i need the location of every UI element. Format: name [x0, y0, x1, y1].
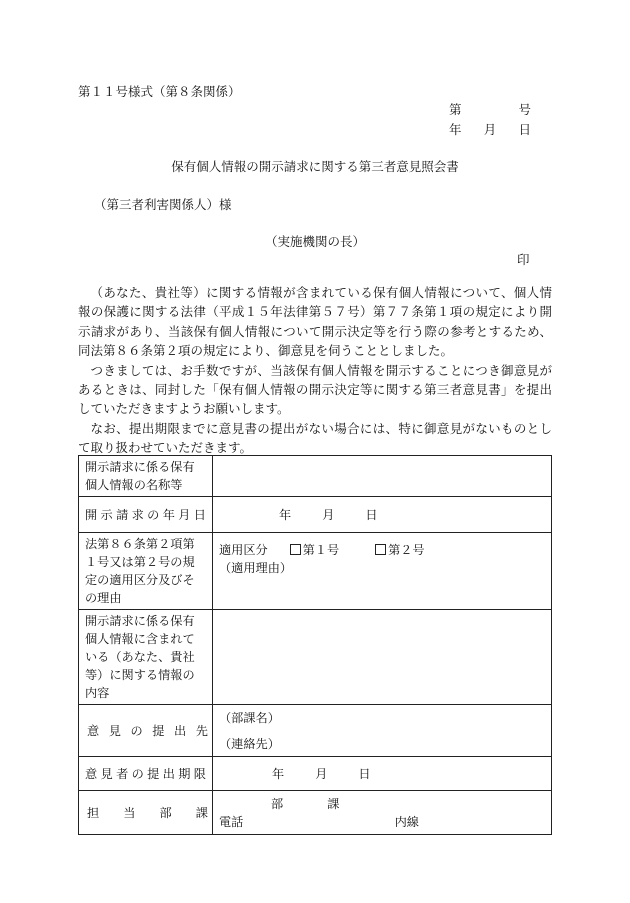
category-label: 適用区分	[219, 543, 268, 557]
inquiry-table	[78, 455, 552, 835]
date-day: 日	[365, 507, 378, 522]
paragraph: （あなた、貴社等）に関する情報が含まれている保有個人情報について、個人情報の保護に関する法律（平成１５年法律第５７号）第７７条第１項の規定により開示請求があり、当該保有個人情報について開示決定等を行う際の参考とするため、同法第８６条第２項の規定により、御意見を伺うこととしました。	[78, 285, 552, 359]
option2-checkbox[interactable]	[375, 544, 386, 555]
paragraph: つきましては、お手数ですが、当該保有個人情報を開示することにつき御意見があるときは、同封した「保有個人情報の開示決定等に関する第三者意見書」を提出していただきますようお願いします。	[78, 362, 552, 417]
body-text	[78, 283, 552, 458]
extension-label: 内線	[394, 814, 419, 829]
label-category: 法第８６条第２項第１号又は第２号の規定の適用区分及びその理由	[79, 533, 213, 610]
date-day: 日	[358, 766, 371, 781]
label-request-date: 開示請求の年月日	[79, 497, 213, 533]
option1-label: 第１号	[302, 543, 340, 557]
doc-number-suffix: 号	[518, 102, 531, 117]
document-number-line	[449, 100, 531, 118]
date-month: 月	[322, 507, 335, 522]
document-title: 保有個人情報の開示請求に関する第三者意見照会書	[171, 159, 459, 174]
seal-mark: 印	[517, 252, 530, 267]
value-submission-dest	[213, 705, 552, 757]
label-department: 担当部課	[79, 791, 213, 835]
option2-label: 第２号	[388, 543, 425, 557]
reason-label: （適用理由）	[219, 561, 293, 575]
label-submission-dest: 意見の提出先	[79, 705, 213, 757]
date-year: 年	[449, 122, 462, 137]
bu-label: 部	[271, 796, 284, 811]
value-category	[213, 533, 552, 610]
value-request-date	[213, 497, 552, 533]
recipient: （第三者利害関係人）様	[94, 197, 232, 212]
table-row	[79, 610, 552, 705]
form-number: 第１１号様式（第８条関係）	[78, 84, 241, 99]
sender: （実施機関の長）	[264, 234, 365, 249]
date-day: 日	[518, 122, 531, 137]
phone-label: 電話	[219, 814, 244, 829]
label-deadline: 意見者の提出期限	[79, 757, 213, 791]
dept-name-label: （部課名）	[219, 710, 280, 725]
table-row	[79, 705, 552, 757]
option1-checkbox[interactable]	[290, 544, 301, 555]
table-row	[79, 456, 552, 497]
date-month: 月	[315, 766, 328, 781]
table-row	[79, 757, 552, 791]
table-row	[79, 497, 552, 533]
date-year: 年	[272, 766, 285, 781]
contact-label: （連絡先）	[219, 736, 280, 751]
value-deadline	[213, 757, 552, 791]
date-year: 年	[279, 507, 292, 522]
paragraph: なお、提出期限までに意見書の提出がない場合には、特に御意見がないものとして取り扱わせていただきます。	[78, 420, 552, 456]
value-info-content	[213, 610, 552, 705]
table-row	[79, 791, 552, 835]
doc-number-prefix: 第	[449, 102, 462, 117]
value-department	[213, 791, 552, 835]
label-info-content: 開示請求に係る保有個人情報に含まれている（あなた、貴社等）に関する情報の内容	[79, 610, 213, 705]
document-date-line	[449, 120, 531, 138]
ka-label: 課	[327, 796, 340, 811]
table-row	[79, 533, 552, 610]
label-info-name: 開示請求に係る保有個人情報の名称等	[79, 456, 213, 497]
date-month: 月	[483, 122, 497, 137]
value-info-name	[213, 456, 552, 497]
